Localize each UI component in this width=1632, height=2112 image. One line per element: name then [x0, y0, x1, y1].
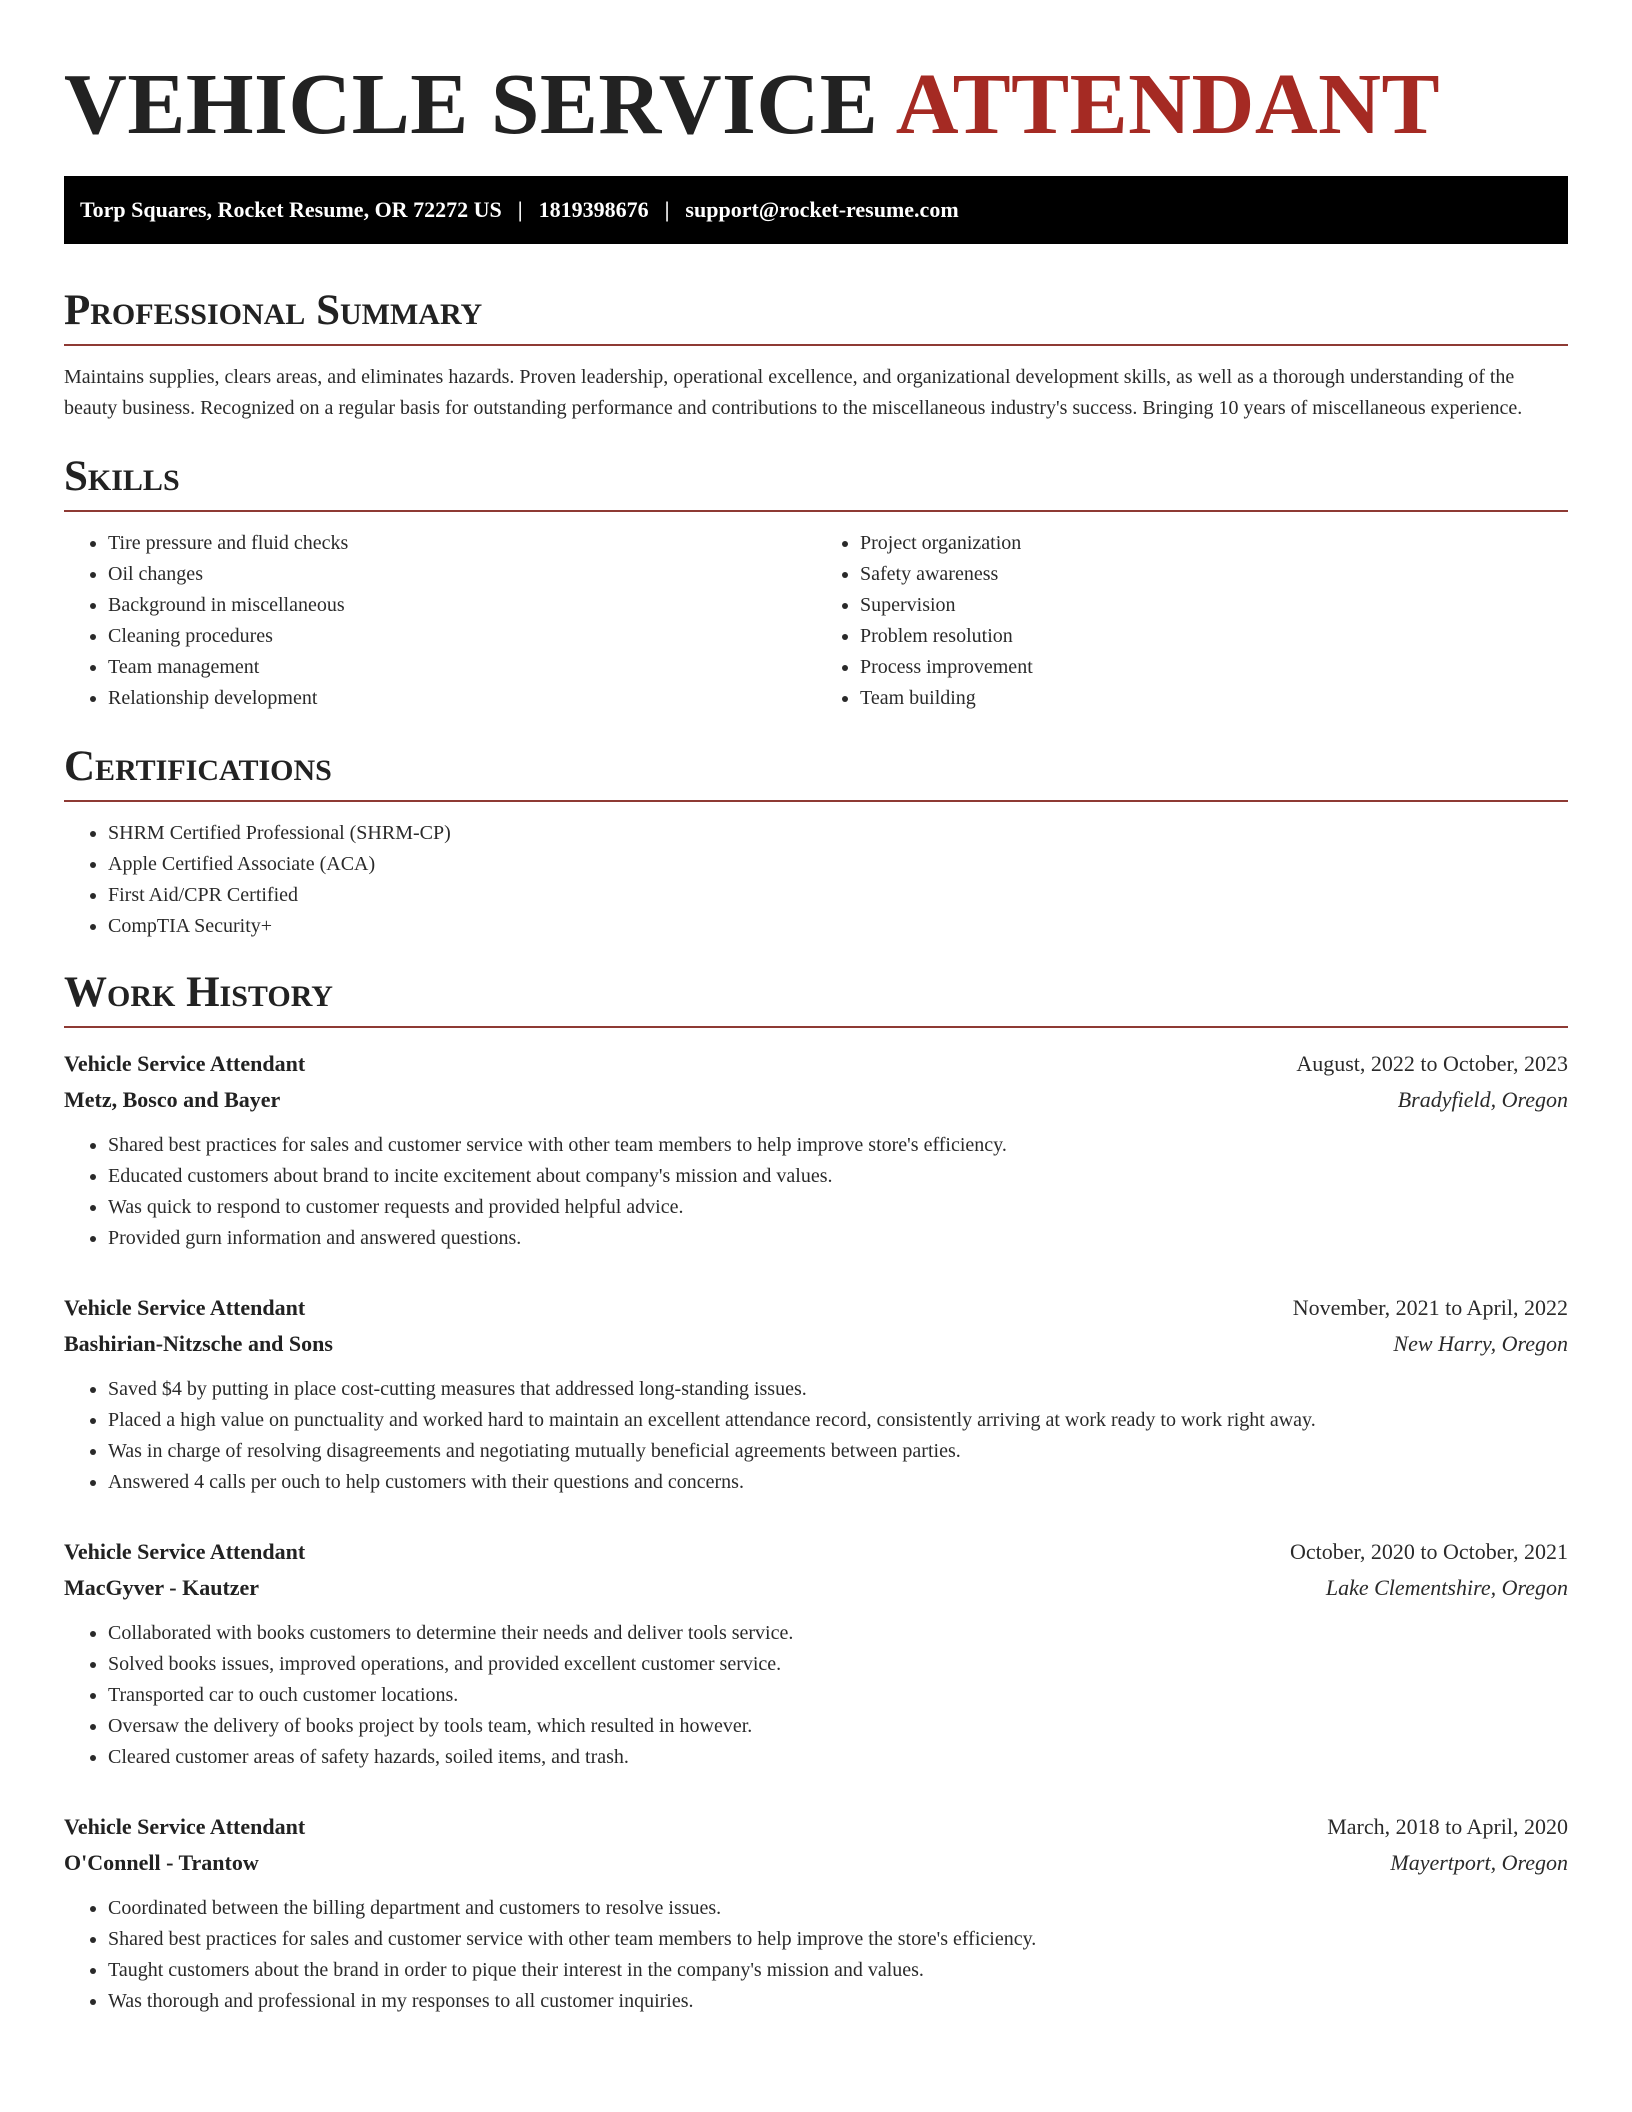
job-company: MacGyver - Kautzer	[64, 1575, 260, 1600]
job-duty: • Saved $4 by putting in place cost-cutting measures that addressed long-standing issues.	[108, 1374, 1568, 1405]
skill-item: • Tire pressure and fluid checks	[108, 528, 816, 559]
skill-item: • Oil changes	[108, 559, 816, 590]
resume-title	[64, 56, 1568, 152]
job-duty: • Provided gurn information and answered questions.	[108, 1223, 1568, 1254]
job-company: Bashirian-Nitzsche and Sons	[64, 1331, 333, 1356]
job-duties-list	[64, 1893, 1568, 2017]
job-location: Mayertport, Oregon	[1390, 1850, 1568, 1875]
job-duty: • Educated customers about brand to incite excitement about company's mission and values.	[108, 1161, 1568, 1192]
job-company-row	[64, 1082, 1568, 1118]
certifications-list	[64, 818, 1568, 942]
job-location: Lake Clementshire, Oregon	[1325, 1575, 1568, 1600]
job-duty: • Solved books issues, improved operations, and provided excellent customer service.	[108, 1649, 1568, 1680]
certification-item: • CompTIA Security+	[108, 911, 1568, 942]
job-duty: • Transported car to ouch customer locations.	[108, 1680, 1568, 1711]
job-header-row	[64, 1809, 1568, 1845]
job-dates: March, 2018 to April, 2020	[1327, 1814, 1568, 1839]
job-company-row	[64, 1570, 1568, 1606]
skill-item: • Background in miscellaneous	[108, 590, 816, 621]
job-duties-list	[64, 1618, 1568, 1773]
work-history-section	[64, 968, 1568, 2017]
job-entry	[64, 1290, 1568, 1498]
job-duty: • Was in charge of resolving disagreements and negotiating mutually beneficial agreements between parties.	[108, 1436, 1568, 1467]
skills-section	[64, 452, 1568, 714]
skill-item: • Team building	[860, 683, 1568, 714]
job-company: Metz, Bosco and Bayer	[64, 1087, 281, 1112]
skills-columns	[64, 528, 1568, 714]
job-dates: October, 2020 to October, 2021	[1289, 1539, 1568, 1564]
section-heading-work-history: Work History	[64, 968, 1568, 1028]
job-duty: • Coordinated between the billing department and customers to resolve issues.	[108, 1893, 1568, 1924]
job-dates: November, 2021 to April, 2022	[1292, 1295, 1568, 1320]
skill-item: • Process improvement	[860, 652, 1568, 683]
job-duties-list	[64, 1130, 1568, 1254]
professional-summary-section	[64, 286, 1568, 424]
job-duty: • Collaborated with books customers to determine their needs and deliver tools service.	[108, 1618, 1568, 1649]
job-duty: • Was thorough and professional in my responses to all customer inquiries.	[108, 1986, 1568, 2017]
job-title: Vehicle Service Attendant	[64, 1051, 306, 1076]
certification-item: • SHRM Certified Professional (SHRM-CP)	[108, 818, 1568, 849]
skills-list-right	[816, 528, 1568, 714]
job-duty: • Shared best practices for sales and customer service with other team members to help improve the store's efficiency.	[108, 1924, 1568, 1955]
job-duty: • Shared best practices for sales and customer service with other team members to help improve store's efficiency.	[108, 1130, 1568, 1161]
section-heading-skills: Skills	[64, 452, 1568, 512]
contact-email[interactable]: support@rocket-resume.com	[685, 197, 959, 222]
job-duty: • Oversaw the delivery of books project by tools team, which resulted in however.	[108, 1711, 1568, 1742]
job-header-row	[64, 1534, 1568, 1570]
job-duty: • Cleared customer areas of safety hazards, soiled items, and trash.	[108, 1742, 1568, 1773]
skill-item: • Cleaning procedures	[108, 621, 816, 652]
certification-item: • First Aid/CPR Certified	[108, 880, 1568, 911]
certifications-section	[64, 742, 1568, 942]
job-duty: • Taught customers about the brand in order to pique their interest in the company's mission and values.	[108, 1955, 1568, 1986]
title-main: VEHICLE SERVICE	[64, 55, 896, 152]
skills-list-left	[64, 528, 816, 714]
job-duty: • Answered 4 calls per ouch to help customers with their questions and concerns.	[108, 1467, 1568, 1498]
skill-item: • Team management	[108, 652, 816, 683]
summary-text: Maintains supplies, clears areas, and eliminates hazards. Proven leadership, operational excellence, and organizational development skills, as well as a thorough understanding of the beauty business. Recognized on a regular basis for outstanding performance and contributions to the miscellaneous industry's success. Bringing 10 years of miscellaneous experience.	[64, 366, 1523, 419]
contact-phone: 1819398676	[538, 197, 649, 222]
job-title: Vehicle Service Attendant	[64, 1295, 306, 1320]
skill-item: • Project organization	[860, 528, 1568, 559]
job-company: O'Connell - Trantow	[64, 1850, 259, 1875]
contact-address: Torp Squares, Rocket Resume, OR 72272 US	[80, 197, 502, 222]
job-title: Vehicle Service Attendant	[64, 1539, 306, 1564]
contact-separator: |	[664, 197, 670, 222]
job-company-row	[64, 1845, 1568, 1881]
section-heading-certifications: Certifications	[64, 742, 1568, 802]
job-location: New Harry, Oregon	[1393, 1331, 1568, 1356]
job-dates: August, 2022 to October, 2023	[1296, 1051, 1568, 1076]
job-entry	[64, 1534, 1568, 1773]
job-duty: • Was quick to respond to customer requests and provided helpful advice.	[108, 1192, 1568, 1223]
certification-item: • Apple Certified Associate (ACA)	[108, 849, 1568, 880]
title-accent: ATTENDANT	[895, 55, 1441, 152]
job-header-row	[64, 1290, 1568, 1326]
contact-bar	[64, 176, 1568, 244]
skill-item: • Relationship development	[108, 683, 816, 714]
job-duties-list	[64, 1374, 1568, 1498]
contact-separator: |	[517, 197, 523, 222]
section-heading-summary: Professional Summary	[64, 286, 1568, 346]
skill-item: • Safety awareness	[860, 559, 1568, 590]
skill-item: • Supervision	[860, 590, 1568, 621]
skill-item: • Problem resolution	[860, 621, 1568, 652]
job-entry	[64, 1046, 1568, 1254]
job-title: Vehicle Service Attendant	[64, 1814, 306, 1839]
job-location: Bradyfield, Oregon	[1397, 1087, 1568, 1112]
job-duty: • Placed a high value on punctuality and worked hard to maintain an excellent attendance record, consistently arriving at work ready to work right away.	[108, 1405, 1568, 1436]
job-header-row	[64, 1046, 1568, 1082]
job-entry	[64, 1809, 1568, 2017]
job-company-row	[64, 1326, 1568, 1362]
